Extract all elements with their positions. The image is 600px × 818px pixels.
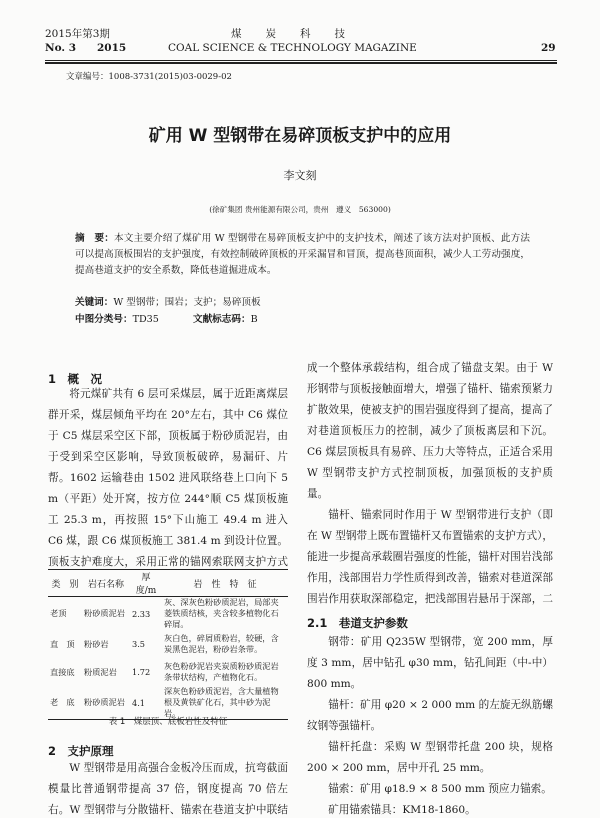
table-header-rock-name: 岩石名称 [87, 579, 124, 590]
table-cell: 灰色粉砂泥岩夹炭质粉砂质泥岩条带状结构，产植物化石。 [164, 661, 279, 682]
classification [75, 311, 258, 325]
keywords [75, 294, 261, 308]
header-year-issue: 2015年第3期 [45, 28, 110, 40]
support-principle-continued: 成一个整体承载结构，组合成了锚盘支架。由于 W 形钢带与顶板接触面增大，增强了锚杆、锚索预紧力扩散效果，使被支护的围岩强度得到了提高，提高了对巷道顶板压力的控制，减少了顶板离层和下沉。C6 煤层顶板具有易碎、压力大等特点，正适合采用 W 型钢带支护方式控制顶板，加强顶板的支护质量。 [307, 362, 553, 500]
header-no: No. 3 [45, 42, 77, 54]
cable-lock-spec: 矿用锚索锚具：KM18-1860。 [328, 804, 476, 816]
table-row [48, 658, 288, 686]
keywords-label: 关键词： [75, 297, 114, 308]
table-cell: 1.72 [132, 667, 151, 677]
table-cell: 直接底 [50, 666, 75, 677]
header-journal-en: COAL SCIENCE & TECHNOLOGY MAGAZINE [168, 42, 417, 54]
table-cell: 深灰色粉砂质泥岩，含大量植物根及黄铁矿化石，其中砂为泥岩。 [164, 686, 279, 718]
article-id: 文章编号：1008-3731(2015)03-0029-02 [66, 72, 232, 82]
right-column-body [307, 358, 553, 611]
table-header-characteristics: 岩 性 特 征 [193, 579, 257, 590]
table-header-category: 类 别 [51, 579, 79, 590]
anchor-mechanism-paragraph: 锚杆、锚索同时作用于 W 型钢带进行支护（即在 W 型钢带上既布置锚杆又布置锚索的支护方式），能进一步提高承载圈岩强度的性能，锚杆对围岩浅部作用，浅部围岩力学性质得到改善，锚索对巷道深部围岩作用获取深部稳定，把浅部围岩悬吊于深部，二 [307, 509, 553, 605]
header-rule-thin [45, 60, 557, 61]
table-cell: 灰、深灰色粉砂质泥岩，局部夹菱铁质结核，夹含较多植物化石碎屑。 [164, 597, 279, 629]
section-1-body [48, 384, 288, 574]
article-title: 矿用 W 型钢带在易碎顶板支护中的应用 [148, 126, 452, 146]
section-2-body [48, 758, 288, 818]
article-author: 李文刻 [283, 169, 317, 182]
header-journal-cn: 煤 炭 科 技 [231, 28, 346, 40]
doc-code-value: B [250, 314, 258, 325]
section-2-paragraph: W 型钢带是用高强合金板冷压而成，抗弯截面模量比普通钢带提高 37 倍，钢度提高 70 倍左右。W 型钢带与分散锚杆、锚索在巷道支护中联结 [48, 762, 288, 816]
section-2-1-heading: 2.1 巷道支护参数 [307, 616, 408, 630]
abstract [75, 231, 530, 279]
table-cell: 3.5 [132, 639, 146, 649]
table-row [48, 630, 288, 658]
table-cell: 粉砂质泥岩 [84, 697, 125, 707]
clc-label: 中图分类号： [75, 314, 133, 325]
header-page-number: 29 [541, 42, 556, 54]
section-1-paragraph: 将元煤矿共有 6 层可采煤层，属于近距离煤层群开采，煤层倾角平均在 20°左右，其中 C6 煤位于 C5 煤层采空区下部，顶板属于粉砂质泥岩，由于受到采空区影响，导致顶板破碎，易漏矸、片帮。1602 运输巷由 1502 进风联络巷上口向下 5 m（平距）处开窝，按方位 244°顺 C5 煤顶板施工 25.3 m，再按照 15°下山施工 49.4 m 进入 C6 煤，跟 C6 煤顶板施工 381.4 m 到设计位置。顶板支护难度大，采用正常的锚网索联网支护方式 [48, 388, 288, 568]
table-row [48, 597, 288, 631]
anchor-cable-spec: 锚索：矿用 φ18.9 × 8 500 mm 预应力锚索。 [328, 783, 552, 795]
table-caption: 表 1 煤层顶、底板岩性及特征 [108, 717, 228, 727]
table-cell: 粉质泥岩 [84, 666, 117, 677]
rock-properties-table [48, 569, 288, 720]
table-cell: 2.33 [132, 608, 151, 619]
section-2-heading: 2 支护原理 [48, 744, 114, 758]
anchor-bolt-spec: 锚杆：矿用 φ20 × 2 000 mm 的左旋无纵筋螺纹钢等强锚杆。 [307, 699, 553, 732]
table-cell: 直 顶 [50, 638, 75, 649]
table-cell: 粉砂岩 [84, 638, 109, 649]
bolt-tray-spec: 锚杆托盘：采购 W 型钢带托盘 200 块，规格 200 × 200 mm，居中开孔 25 mm。 [307, 741, 553, 774]
abstract-text: 本文主要介绍了煤矿用 W 型钢带在易碎顶板支护中的支护技术，阐述了该方法对护顶板、此方法可以提高顶板围岩的支护强度，有效控制破碎顶板的开采漏冒和冒顶，提高巷顶面积，减少人工劳动强度，提高巷道支护的安全系数，降低巷道掘进成本。 [75, 233, 530, 276]
header-year: 2015 [97, 42, 127, 54]
support-parameters [307, 632, 553, 818]
table-cell: 老 底 [50, 697, 75, 707]
table-cell: 粉砂质泥岩 [84, 608, 125, 618]
table-header-thickness: 厚度/m [135, 573, 157, 596]
table-cell: 灰白色，碎屑质粉岩，较硬，含炭黑色泥岩，粉砂岩条带。 [164, 633, 279, 654]
doc-code-label: 文献标志码： [193, 314, 251, 325]
abstract-label: 摘 要： [75, 233, 115, 244]
clc-value: TD35 [132, 314, 159, 325]
steel-strip-spec: 钢带：矿用 Q235W 型钢带，宽 200 mm，厚度 3 mm，居中钻孔 φ30 mm，钻孔间距（中-中）800 mm。 [307, 636, 553, 690]
keywords-text: W 型钢带；围岩；支护；易碎顶板 [113, 297, 261, 308]
section-1-heading: 1 概 况 [48, 372, 103, 386]
table-cell: 老顶 [50, 608, 67, 618]
table-cell: 4.1 [132, 697, 146, 708]
author-affiliation: (徐矿集团 贵州能源有限公司，贵州 遵义 563000) [209, 205, 391, 214]
header-rule-thick [45, 62, 557, 64]
